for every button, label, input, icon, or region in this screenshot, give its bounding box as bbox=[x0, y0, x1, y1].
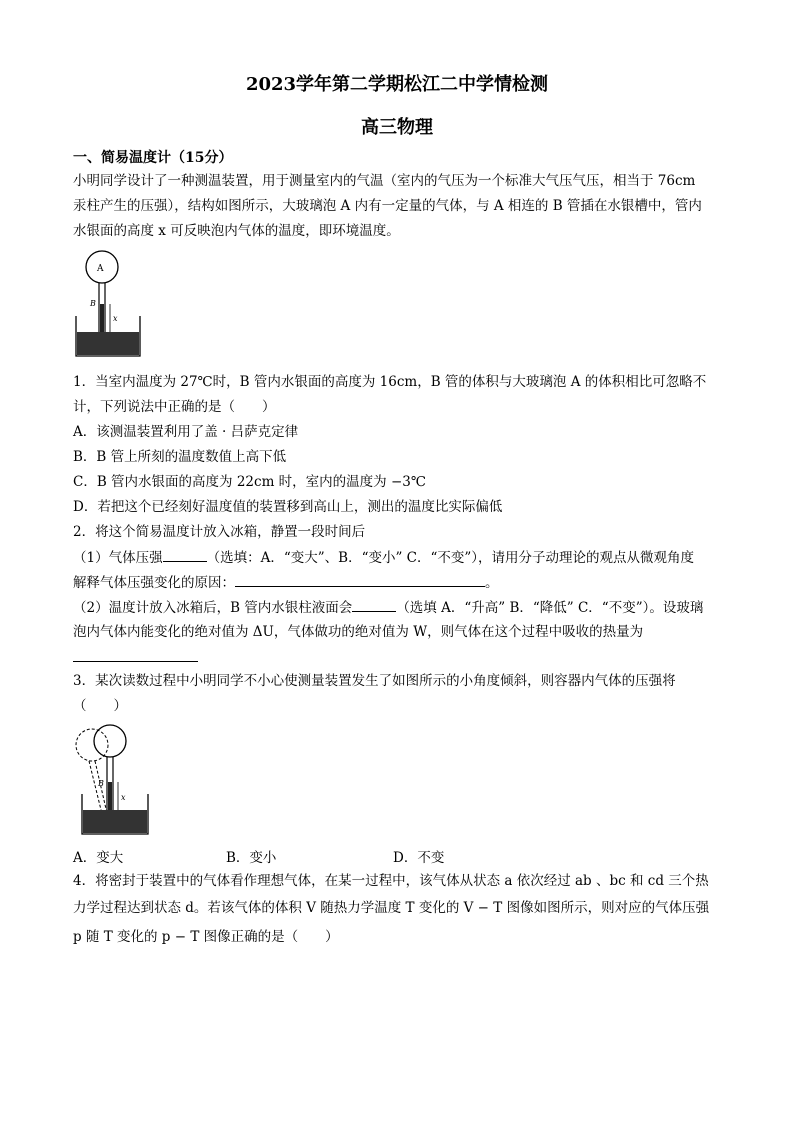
tube-label-b: B bbox=[98, 779, 104, 788]
q2-stem: 2．将这个简易温度计放入冰箱，静置一段时间后 bbox=[73, 524, 366, 540]
q4-stem: 4．将密封于装置中的气体看作理想气体，在某一过程中，该气体从状态 a 依次经过 ab 、bc 和 cd 三个热 bbox=[73, 873, 709, 889]
intro-line: 汞柱产生的压强），结构如图所示，大玻璃泡 A 内有一定量的气体，与 A 相连的 B 管插在水银槽中，管内 bbox=[73, 198, 702, 214]
q2-reason-end: 。 bbox=[485, 575, 499, 591]
page-title: 2023学年第二学期松江二中学情检测 bbox=[245, 74, 549, 95]
q1-option-a: A．该测温装置利用了盖 · 吕萨克定律 bbox=[73, 424, 299, 440]
intro-line: 水银面的高度 x 可反映泡内气体的温度，即环境温度。 bbox=[73, 223, 400, 239]
q2-part1 bbox=[73, 547, 694, 568]
q3-stem: （ ） bbox=[73, 698, 127, 714]
q1-option-d: D．若把这个已经刻好温度值的装置移到高山上，测出的温度比实际偏低 bbox=[73, 499, 503, 515]
intro-line: 小明同学设计了一种测温装置，用于测量室内的气温（室内的气压为一个标准大气压气压，相当于 76cm bbox=[73, 173, 696, 189]
q2-part2-text: （2）温度计放入冰箱后，B 管内水银柱液面会 bbox=[73, 600, 353, 616]
q1-option-b: B．B 管上所刻的温度数值上高下低 bbox=[73, 449, 287, 465]
q3-option-b: B．变小 bbox=[226, 850, 277, 866]
answer-blank[interactable] bbox=[73, 661, 198, 662]
q2-part2-line2: 泡内气体内能变化的绝对值为 ΔU，气体做功的绝对值为 W，则气体在这个过程中吸收的热量为 bbox=[73, 624, 644, 640]
q1-stem: 计，下列说法中正确的是（ ） bbox=[73, 399, 276, 415]
section-heading: 一、简易温度计（15分） bbox=[73, 150, 233, 166]
q1-option-c: C．B 管内水银面的高度为 22cm 时，室内的温度为 −3℃ bbox=[73, 474, 426, 490]
height-label-x: x bbox=[113, 314, 118, 323]
thermometer-figure bbox=[70, 248, 150, 360]
answer-blank[interactable] bbox=[235, 572, 485, 587]
answer-blank[interactable] bbox=[352, 597, 396, 612]
q2-part1-reason bbox=[73, 572, 499, 593]
tube-label-b: B bbox=[90, 299, 96, 308]
q2-part2-text: （选填 A．“升高” B．“降低” C．“不变”）。设玻璃 bbox=[396, 600, 704, 616]
q1-stem: 1．当室内温度为 27℃时，B 管内水银面的高度为 16cm，B 管的体积与大玻璃泡 A 的体积相比可忽略不 bbox=[73, 374, 707, 390]
q3-option-a: A．变大 bbox=[73, 850, 124, 866]
q3-option-d: D．不变 bbox=[393, 850, 445, 866]
q2-part1-text: （1）气体压强 bbox=[73, 550, 163, 566]
page-subtitle: 高三物理 bbox=[361, 117, 433, 138]
q2-part2 bbox=[73, 597, 703, 618]
answer-blank[interactable] bbox=[163, 547, 207, 562]
height-label-x: x bbox=[121, 793, 126, 802]
q3-stem: 3．某次读数过程中小明同学不小心使测量装置发生了如图所示的小角度倾斜，则容器内气体的压强将 bbox=[73, 673, 676, 689]
q2-reason-text: 解释气体压强变化的原因： bbox=[73, 575, 235, 591]
bulb-label-a: A bbox=[97, 264, 104, 274]
tilted-thermometer-figure bbox=[68, 722, 158, 838]
q4-stem: p 随 T 变化的 p − T 图像正确的是（ ） bbox=[73, 929, 339, 945]
q4-stem: 力学过程达到状态 d。若该气体的体积 V 随热力学温度 T 变化的 V − T 图像如图所示，则对应的气体压强 bbox=[73, 900, 710, 916]
q2-part1-text: （选填：A．“变大”、B．“变小” C．“不变”），请用分子动理论的观点从微观角度 bbox=[206, 550, 695, 566]
